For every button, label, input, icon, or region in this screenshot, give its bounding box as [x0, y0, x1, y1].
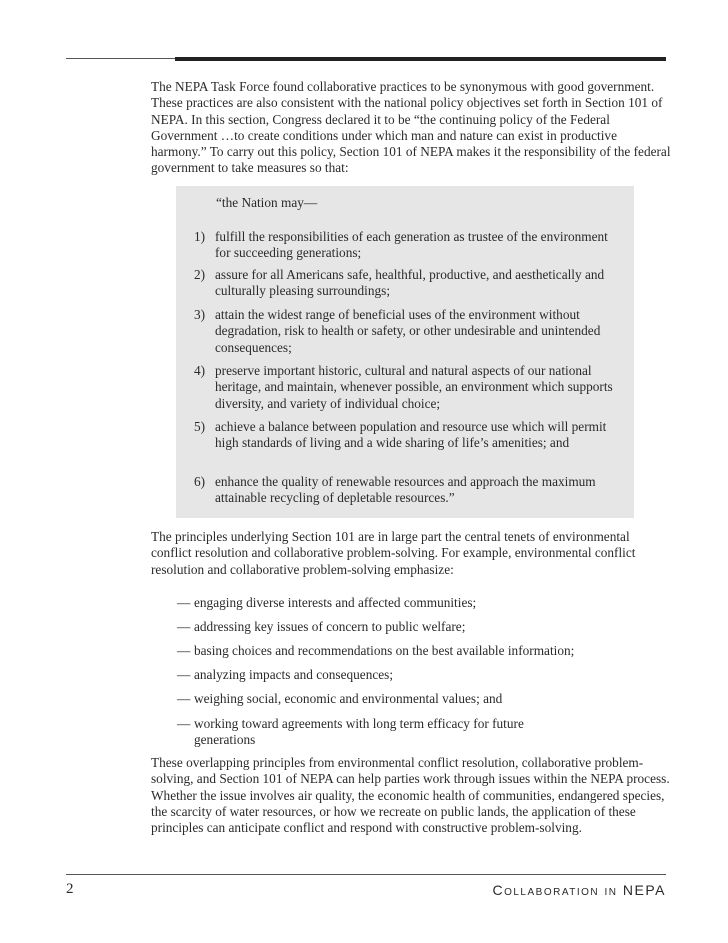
- list-item: [177, 691, 657, 707]
- dash-bullet: —: [177, 691, 191, 706]
- dash-bullet: —: [177, 643, 191, 658]
- dash-bullet: —: [177, 667, 191, 682]
- quote-item-number: 5): [194, 419, 206, 434]
- list-item-text: weighing social, economic and environmental values; and: [194, 691, 503, 706]
- list-item: [177, 619, 657, 635]
- running-footer-title: Collaboration in NEPA: [492, 882, 666, 898]
- quote-item: [194, 363, 624, 412]
- list-item-text: basing choices and recommendations on the best available information;: [194, 643, 575, 658]
- quote-intro: “the Nation may—: [216, 195, 318, 210]
- quote-item-number: 6): [194, 474, 206, 489]
- intro-paragraph: The NEPA Task Force found collaborative practices to be synonymous with good government. These practices are also consistent with the national policy objectives set forth in Section 101 of NEPA. In this section, Congress declared it to be “the continuing policy of the Federal Government …to create conditions under which man and nature can exist in productive harmony.” To carry out this policy, Section 101 of NEPA makes it the responsibility of the federal government to take measures so that:: [151, 79, 671, 176]
- quote-item-number: 3): [194, 307, 206, 322]
- quote-item: [194, 307, 624, 356]
- list-item: [177, 643, 657, 659]
- list-item-text: working toward agreements with long term efficacy for future generations: [194, 716, 524, 748]
- principles-paragraph: The principles underlying Section 101 are in large part the central tenets of environmental conflict resolution and collaborative problem-solving. For example, environmental conflict resolution and collaborative problem-solving emphasize:: [151, 529, 636, 577]
- quote-item: [194, 229, 624, 262]
- quote-item-text: preserve important historic, cultural and natural aspects of our national heritage, and maintain, whenever possible, an environment which supports diversity, and variety of individual choice;: [215, 363, 613, 411]
- quote-item-text: fulfill the responsibilities of each generation as trustee of the environment for succeeding generations;: [215, 229, 608, 261]
- quote-item-text: achieve a balance between population and resource use which will permit high standards of living and a wide sharing of life’s amenities; and: [215, 419, 607, 451]
- quote-item-text: enhance the quality of renewable resources and approach the maximum attainable recycling of depletable resources.”: [215, 474, 596, 506]
- dash-bullet: —: [177, 716, 191, 731]
- quote-item-number: 1): [194, 229, 206, 244]
- list-item-text: analyzing impacts and consequences;: [194, 667, 394, 682]
- header-rule-thick: [175, 57, 666, 61]
- list-item: [177, 595, 657, 611]
- footer-rule: [66, 874, 666, 875]
- list-item: [177, 716, 557, 749]
- page-number: 2: [66, 881, 74, 897]
- list-item: [177, 667, 657, 683]
- list-item-text: engaging diverse interests and affected communities;: [194, 595, 477, 610]
- quote-item: [194, 267, 624, 300]
- quote-item-text: assure for all Americans safe, healthful, productive, and aesthetically and culturally pleasing surroundings;: [215, 267, 605, 299]
- conclusion-paragraph: These overlapping principles from environmental conflict resolution, collaborative problem-solving, and Section 101 of NEPA can help parties work through issues within the NEPA process. Whether the issue involves air quality, the economic health of communities, endangered species, the scarcity of water resources, or how we recreate on public lands, the application of these principles can anticipate conflict and respond with constructive problem-solving.: [151, 755, 670, 836]
- dash-bullet: —: [177, 595, 191, 610]
- quote-item-number: 2): [194, 267, 206, 282]
- quote-item-number: 4): [194, 363, 206, 378]
- quote-item: [194, 419, 624, 452]
- quote-item-text: attain the widest range of beneficial uses of the environment without degradation, risk to health or safety, or other undesirable and unintended consequences;: [215, 307, 601, 355]
- dash-bullet: —: [177, 619, 191, 634]
- quote-item: [194, 474, 624, 507]
- list-item-text: addressing key issues of concern to public welfare;: [194, 619, 466, 634]
